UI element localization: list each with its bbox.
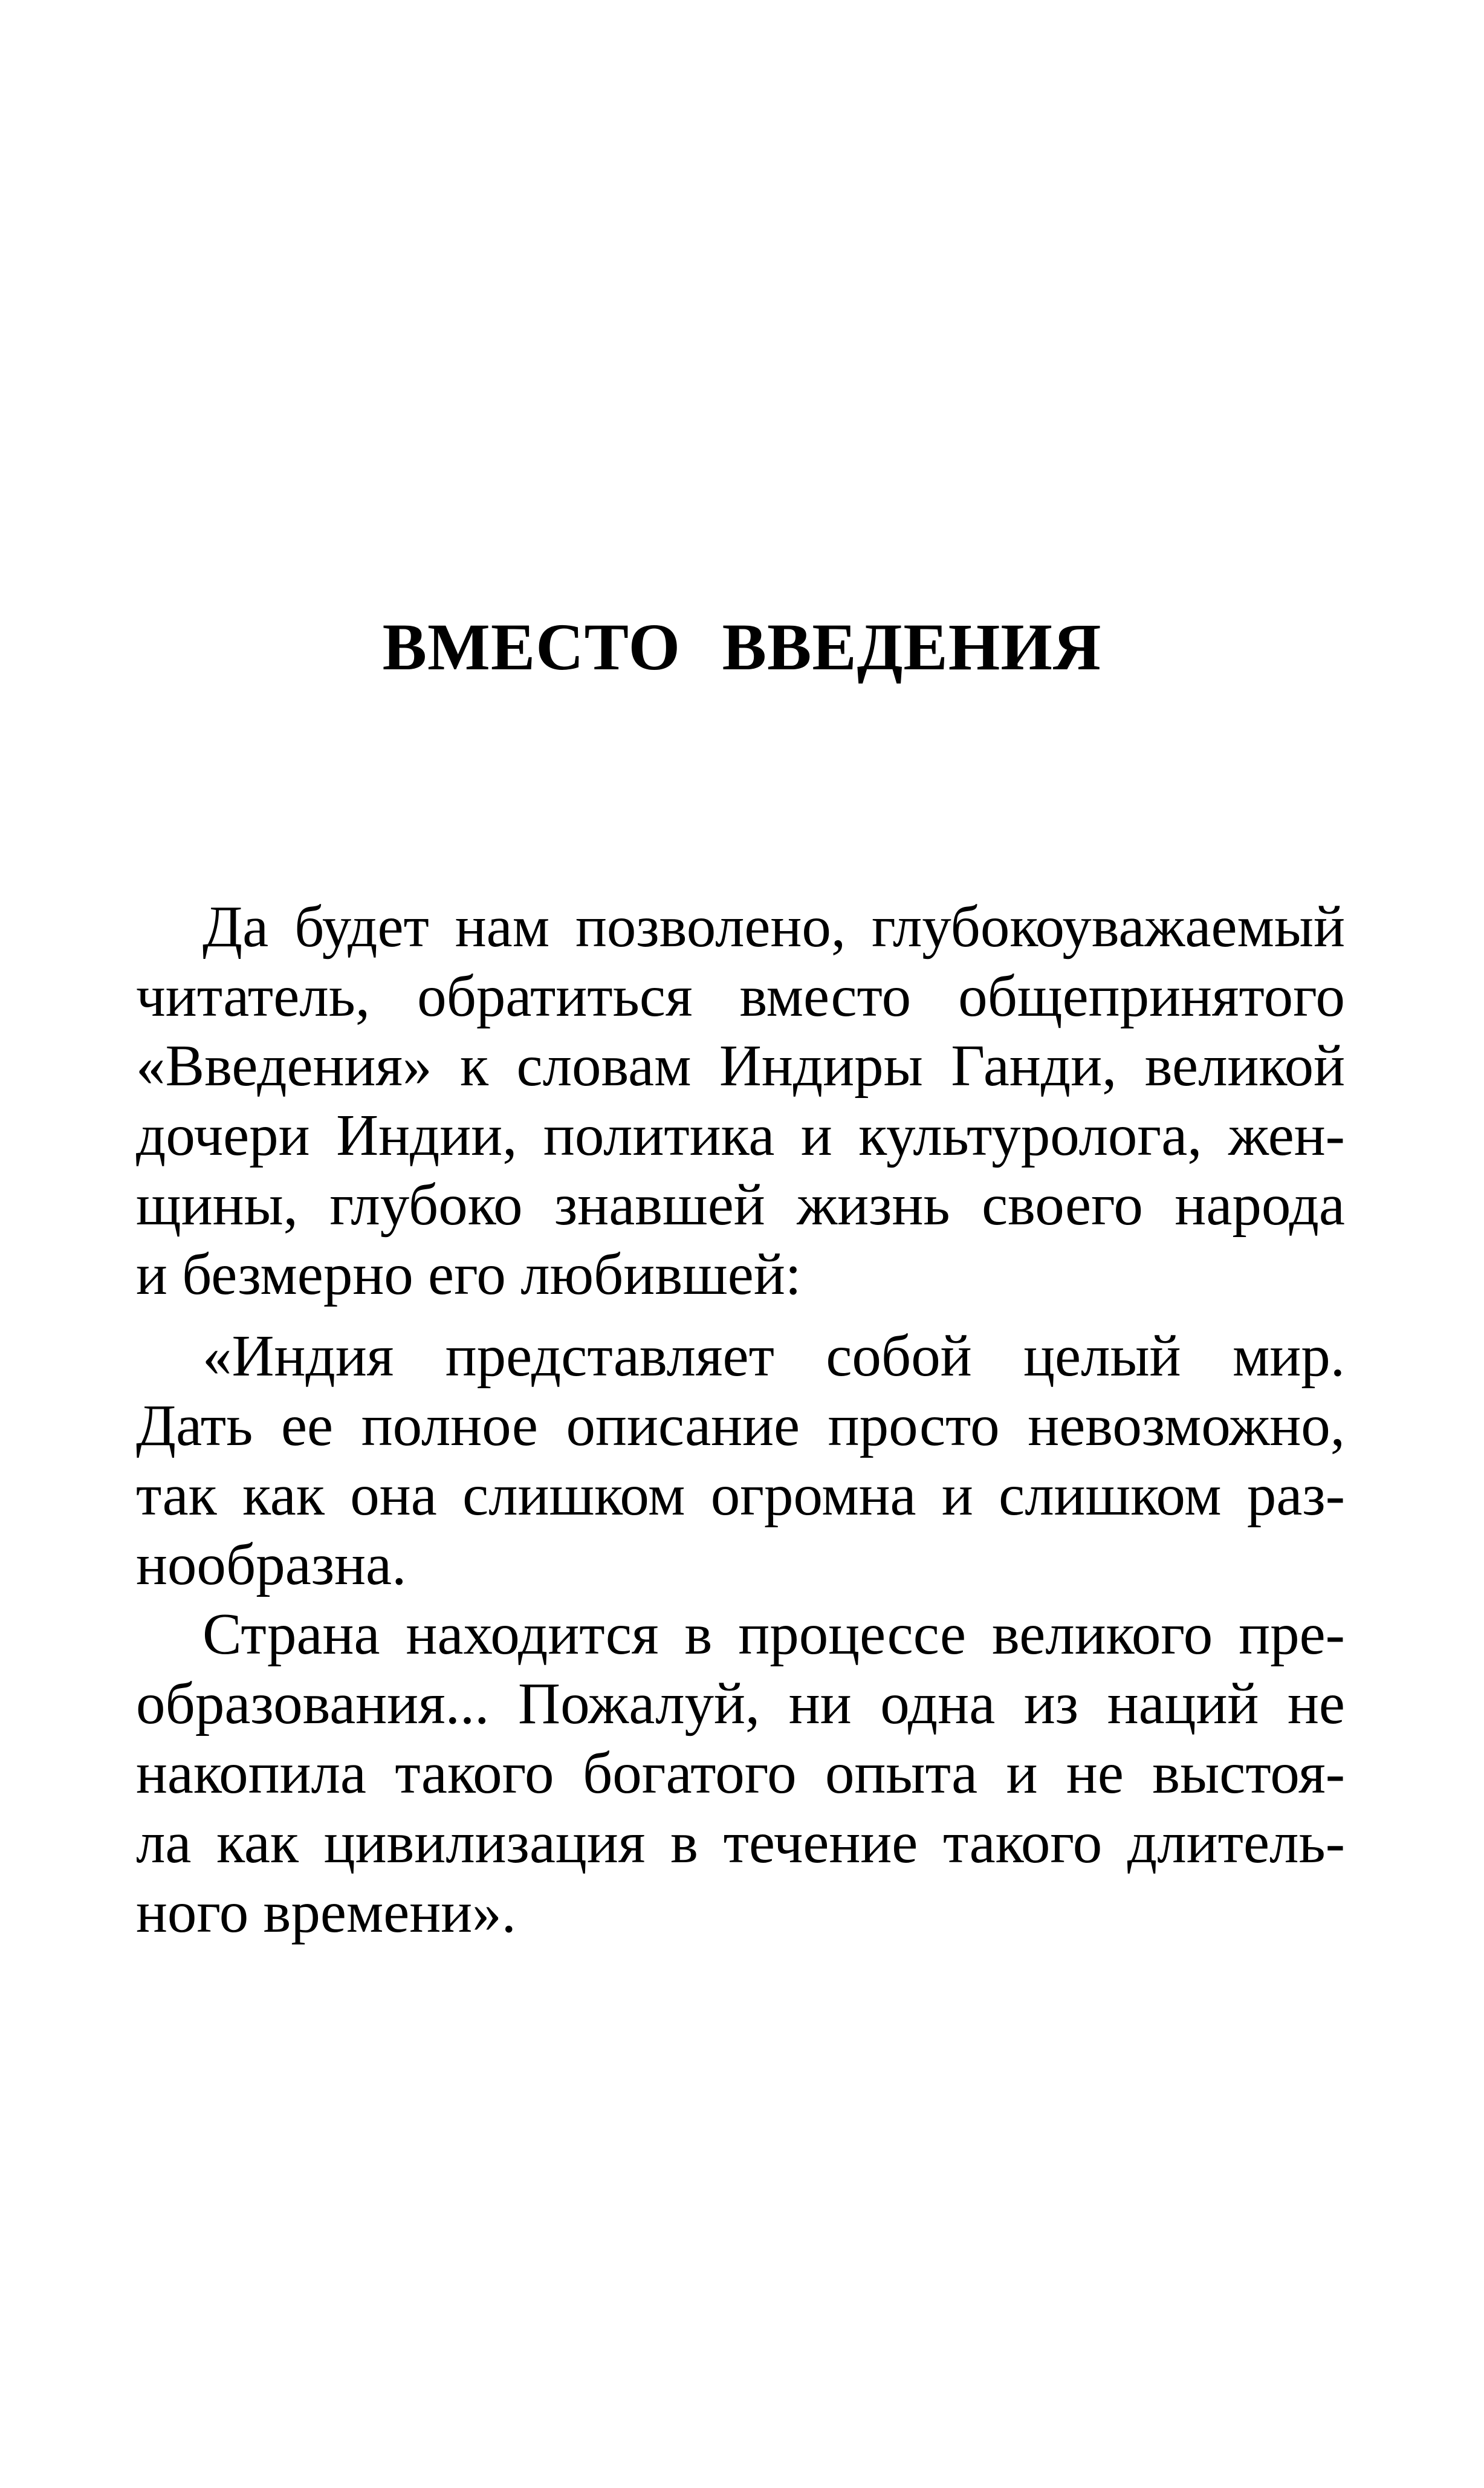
intro-line: Да будет нам позволено, глубокоуважаемый bbox=[203, 894, 1345, 959]
intro-line: щины, глубоко знавшей жизнь своего народа bbox=[136, 1172, 1345, 1237]
quote-line: ного времени». bbox=[136, 1880, 516, 1944]
quote-line: накопила такого богатого опыта и не выстоя- bbox=[136, 1741, 1345, 1805]
quote-line: «Индия представляет собой целый мир. bbox=[203, 1324, 1345, 1388]
quote-line: так как она слишком огромна и слишком раз- bbox=[136, 1463, 1345, 1527]
intro-line: и безмерно его любившей: bbox=[136, 1242, 802, 1307]
quote-line: ла как цивилизация в течение такого длитель- bbox=[136, 1810, 1345, 1875]
quote-line: Страна находится в процессе великого пре- bbox=[203, 1602, 1345, 1666]
quote-line: Дать ее полное описание просто невозможно, bbox=[136, 1393, 1345, 1458]
quote-line: образования... Пожалуй, ни одна из наций не bbox=[136, 1671, 1345, 1736]
page-title: ВМЕСТО ВВЕДЕНИЯ bbox=[382, 610, 1102, 684]
quote-line: нообразна. bbox=[136, 1532, 407, 1597]
intro-line: «Введения» к словам Индиры Ганди, великой bbox=[136, 1033, 1345, 1098]
intro-line: читатель, обратиться вместо общепринятого bbox=[136, 964, 1345, 1028]
intro-line: дочери Индии, политика и культуролога, жен- bbox=[136, 1103, 1345, 1168]
